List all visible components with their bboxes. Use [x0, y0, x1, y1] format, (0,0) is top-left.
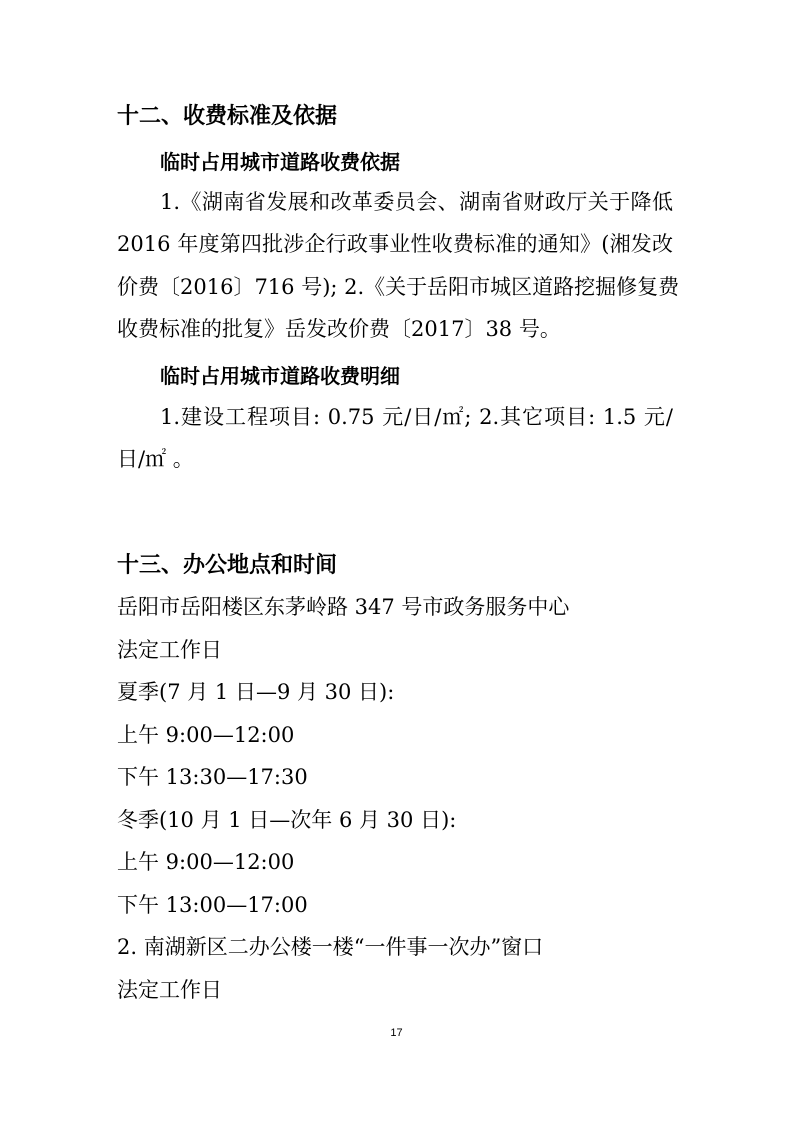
fee-detail-title: 临时占用城市道路收费明细	[160, 364, 400, 388]
fee-basis-line: 价费〔2016〕716 号); 2.《关于岳阳市城区道路挖掘修复费	[117, 275, 680, 299]
office-hours-line: 夏季(7 月 1 日—9 月 30 日):	[117, 680, 395, 704]
fee-detail-line: 1.建设工程项目: 0.75 元/日/㎡; 2.其它项目: 1.5 元/	[160, 405, 673, 429]
office-hours-line: 法定工作日	[117, 638, 222, 662]
fee-basis-line: 2016 年度第四批涉企行政事业性收费标准的通知》(湘发改	[117, 232, 673, 256]
fee-basis-title: 临时占用城市道路收费依据	[160, 150, 400, 174]
page-number: 17	[390, 1027, 403, 1039]
fee-detail-line: 日/㎡ 。	[117, 447, 194, 471]
section-13-heading: 十三、办公地点和时间	[117, 553, 338, 578]
office-hours-line: 下午 13:00—17:00	[117, 893, 308, 917]
office-hours-line: 冬季(10 月 1 日—次年 6 月 30 日):	[117, 808, 457, 832]
section-12-heading: 十二、收费标准及依据	[117, 104, 338, 129]
office-hours-line: 法定工作日	[117, 978, 222, 1002]
office-hours-line: 上午 9:00—12:00	[117, 850, 295, 874]
office-address: 岳阳市岳阳楼区东茅岭路 347 号市政务服务中心	[117, 595, 570, 619]
fee-basis-line: 收费标准的批复》岳发改价费〔2017〕38 号。	[117, 317, 561, 341]
office-hours-line: 上午 9:00—12:00	[117, 723, 295, 747]
fee-basis-line: 1.《湖南省发展和改革委员会、湖南省财政厅关于降低	[160, 190, 673, 214]
office-location-2: 2. 南湖新区二办公楼一楼“一件事一次办”窗口	[117, 935, 544, 959]
office-hours-line: 下午 13:30—17:30	[117, 765, 308, 789]
